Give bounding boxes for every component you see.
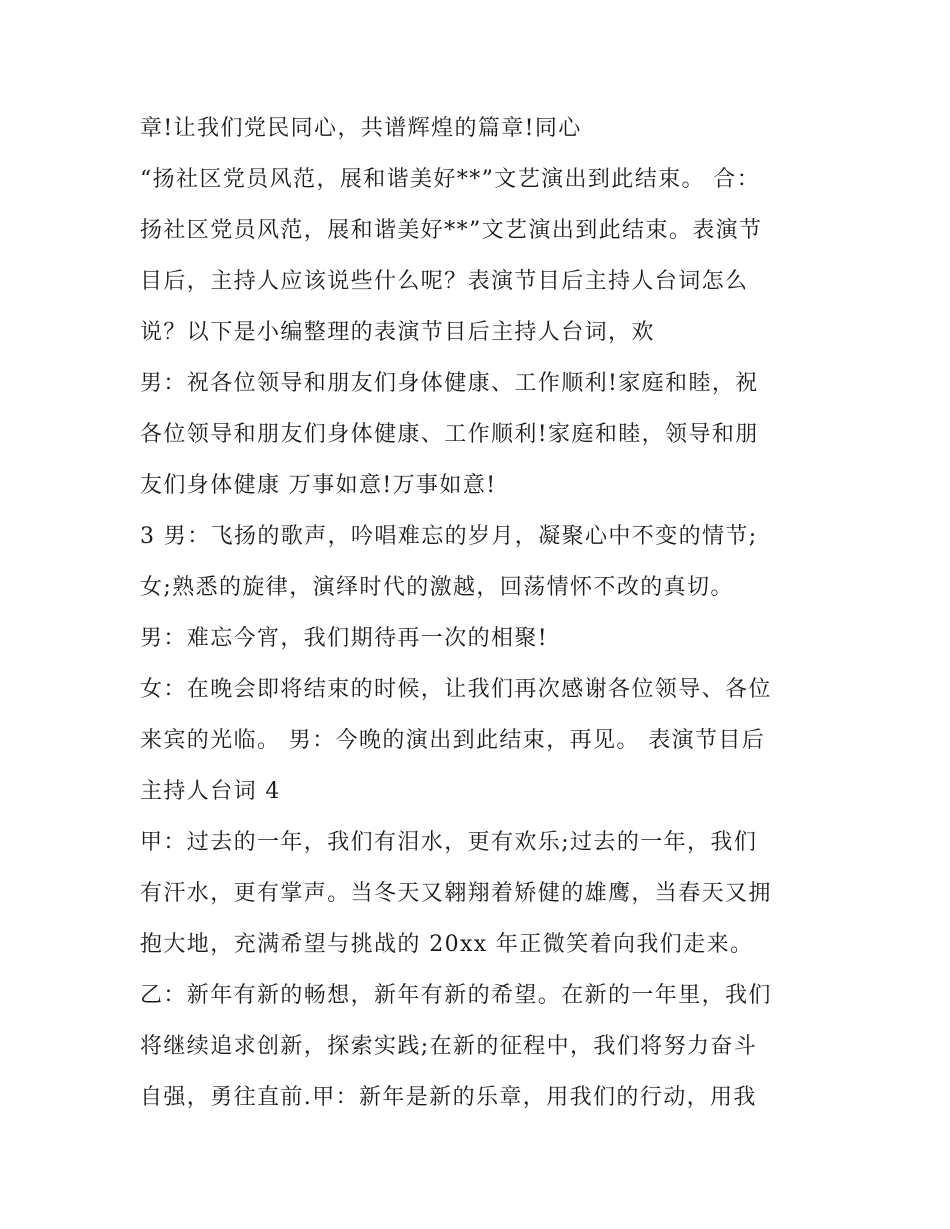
text-line: 抱大地，充满希望与挑战的 20xx 年正微笑着向我们走来。 bbox=[140, 932, 754, 957]
text-line: 章!让我们党民同心，共谱辉煌的篇章!同心 bbox=[140, 116, 582, 141]
text-line: 甲：过去的一年，我们有泪水，更有欢乐;过去的一年，我们 bbox=[140, 830, 758, 855]
text-line: 男：祝各位领导和朋友们身体健康、工作顺利!家庭和睦，祝 bbox=[140, 371, 759, 396]
text-line: 有汗水，更有掌声。当冬天又翱翔着矫健的雄鹰，当春天又拥 bbox=[140, 881, 772, 906]
text-line: 男：难忘今宵，我们期待再一次的相聚! bbox=[140, 626, 549, 651]
text-line: 3 男：飞扬的歌声，吟唱难忘的岁月，凝聚心中不变的情节; bbox=[140, 524, 758, 549]
text-line: 将继续追求创新，探索实践;在新的征程中，我们将努力奋斗 bbox=[140, 1034, 758, 1059]
text-line: 友们身体健康 万事如意!万事如意! bbox=[140, 473, 497, 498]
text-line: 扬社区党员风范，展和谐美好**”文艺演出到此结束。表演节 bbox=[140, 218, 763, 243]
text-line: 说？以下是小编整理的表演节目后主持人台词，欢 bbox=[140, 320, 655, 345]
text-line: “扬社区党员风范，展和谐美好**”文艺演出到此结束。 合： bbox=[140, 167, 761, 192]
document-body bbox=[140, 110, 830, 1130]
text-line: 主持人台词 4 bbox=[140, 779, 281, 804]
text-line: 自强，勇往直前.甲：新年是新的乐章，用我们的行动，用我 bbox=[140, 1085, 757, 1110]
text-line: 目后，主持人应该说些什么呢？表演节目后主持人台词怎么 bbox=[140, 269, 749, 294]
text-line: 女：在晚会即将结束的时候，让我们再次感谢各位领导、各位 bbox=[140, 677, 772, 702]
text-line: 乙：新年有新的畅想，新年有新的希望。在新的一年里，我们 bbox=[140, 983, 772, 1008]
text-line: 各位领导和朋友们身体健康、工作顺利!家庭和睦，领导和朋 bbox=[140, 422, 759, 447]
text-line: 女;熟悉的旋律，演绎时代的激越，回荡情怀不改的真切。 bbox=[140, 575, 734, 600]
text-line: 来宾的光临。 男：今晚的演出到此结束，再见。 表演节目后 bbox=[140, 728, 766, 753]
